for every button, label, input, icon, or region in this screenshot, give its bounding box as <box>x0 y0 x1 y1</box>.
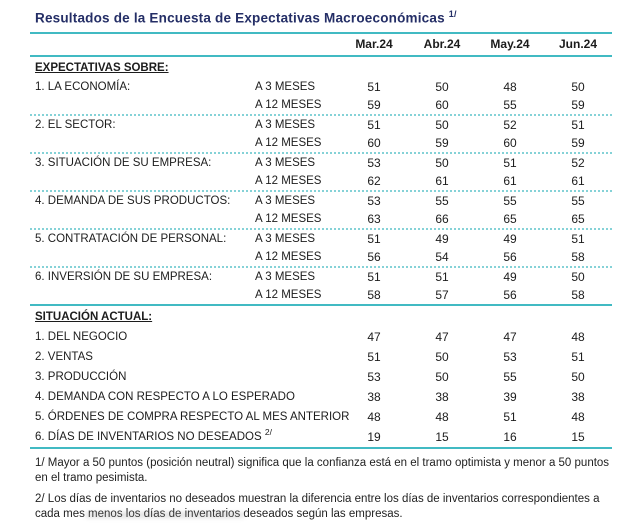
table-row <box>30 230 612 248</box>
value-cell: 66 <box>435 211 449 226</box>
horizon-label: A 12 MESES <box>255 250 322 263</box>
value-cell: 53 <box>367 155 381 170</box>
horizon-label: A 3 MESES <box>255 194 316 207</box>
horizon-label: A 12 MESES <box>255 174 322 187</box>
horizon-label: A 3 MESES <box>255 232 316 245</box>
table-row <box>30 347 612 367</box>
value-cell: 51 <box>367 79 381 94</box>
value-cell: 60 <box>367 135 381 150</box>
value-cell: 19 <box>367 429 381 444</box>
value-cell: 65 <box>503 211 517 226</box>
value-cell: 51 <box>367 231 381 246</box>
value-cell: 63 <box>367 211 381 226</box>
table-row <box>30 327 612 347</box>
value-cell: 50 <box>571 369 585 384</box>
footnote-1-ref: 1/ <box>35 456 45 469</box>
value-cell: 55 <box>503 369 517 384</box>
value-cell: 54 <box>435 249 449 264</box>
value-cell: 61 <box>503 173 517 188</box>
horizon-label: A 3 MESES <box>255 118 316 131</box>
value-cell: 59 <box>435 135 449 150</box>
value-cell: 51 <box>571 117 585 132</box>
value-cell: 50 <box>571 79 585 94</box>
value-cell: 48 <box>571 329 585 344</box>
column-header-abr: Abr.24 <box>423 37 461 51</box>
value-cell: 50 <box>435 117 449 132</box>
value-cell: 55 <box>503 193 517 208</box>
horizon-label: A 3 MESES <box>255 156 316 169</box>
row-label: 2. EL SECTOR: <box>35 118 116 131</box>
value-cell: 47 <box>367 329 381 344</box>
value-cell: 55 <box>503 97 517 112</box>
table-row <box>30 172 612 190</box>
value-cell: 60 <box>503 135 517 150</box>
value-cell: 55 <box>571 193 585 208</box>
value-cell: 51 <box>503 155 517 170</box>
footnotes <box>30 449 612 522</box>
value-cell: 60 <box>435 97 449 112</box>
page-title-text: Resultados de la Encuesta de Expectativas Macroeconómicas <box>35 10 445 26</box>
row-label: 4. DEMANDA CON RESPECTO A LO ESPERADO <box>35 390 295 403</box>
value-cell: 52 <box>503 117 517 132</box>
page-title <box>30 7 612 32</box>
value-cell: 38 <box>367 389 381 404</box>
value-cell: 47 <box>503 329 517 344</box>
value-cell: 55 <box>435 193 449 208</box>
value-cell: 50 <box>435 155 449 170</box>
value-cell: 65 <box>571 211 585 226</box>
value-cell: 59 <box>571 135 585 150</box>
value-cell: 56 <box>367 249 381 264</box>
row-label: 1. DEL NEGOCIO <box>35 330 128 343</box>
value-cell: 51 <box>367 117 381 132</box>
value-cell: 56 <box>503 287 517 302</box>
row-label <box>30 426 340 443</box>
value-cell: 50 <box>435 349 449 364</box>
value-cell: 61 <box>571 173 585 188</box>
value-cell: 61 <box>435 173 449 188</box>
value-cell: 53 <box>503 349 517 364</box>
value-cell: 15 <box>435 429 449 444</box>
value-cell: 47 <box>435 329 449 344</box>
value-cell: 51 <box>571 349 585 364</box>
row-label: 3. PRODUCCIÓN <box>35 370 127 383</box>
value-cell: 56 <box>503 249 517 264</box>
row-footnote-ref: 2/ <box>264 426 272 437</box>
table-row <box>30 427 612 447</box>
value-cell: 53 <box>367 369 381 384</box>
horizon-label: A 3 MESES <box>255 80 316 93</box>
row-label: 5. CONTRATACIÓN DE PERSONAL: <box>35 232 227 245</box>
value-cell: 48 <box>367 409 381 424</box>
value-cell: 49 <box>503 269 517 284</box>
value-cell: 39 <box>503 389 517 404</box>
value-cell: 57 <box>435 287 449 302</box>
column-header-jun: Jun.24 <box>558 37 597 51</box>
table-row <box>30 286 612 304</box>
table-row <box>30 387 612 407</box>
footnote-1 <box>35 456 612 486</box>
row-label: 5. ÓRDENES DE COMPRA RESPECTO AL MES ANTERIOR <box>35 410 350 423</box>
value-cell: 38 <box>435 389 449 404</box>
row-label: 4. DEMANDA DE SUS PRODUCTOS: <box>35 194 231 207</box>
value-cell: 48 <box>435 409 449 424</box>
value-cell: 58 <box>367 287 381 302</box>
footnote-2-ref: 2/ <box>35 492 45 505</box>
value-cell: 51 <box>503 409 517 424</box>
footnote-1-text: Mayor a 50 puntos (posición neutral) significa que la confianza está en el tramo optimista y menor a 50 puntos en el tramo pesimista. <box>35 456 610 484</box>
value-cell: 51 <box>571 231 585 246</box>
section-heading-situacion: SITUACIÓN ACTUAL: <box>35 310 153 323</box>
row-label-text: 6. DÍAS DE INVENTARIOS NO DESEADOS <box>35 430 262 443</box>
table-row <box>30 407 612 427</box>
column-header-may: May.24 <box>490 37 530 51</box>
table-row <box>30 210 612 228</box>
value-cell: 50 <box>435 79 449 94</box>
table-row <box>30 78 612 96</box>
horizon-label: A 12 MESES <box>255 288 322 301</box>
column-header-mar: Mar.24 <box>355 37 393 51</box>
row-label: 6. INVERSIÓN DE SU EMPRESA: <box>35 270 213 283</box>
value-cell: 15 <box>571 429 585 444</box>
value-cell: 49 <box>435 231 449 246</box>
table-row <box>30 116 612 134</box>
value-cell: 16 <box>503 429 517 444</box>
page-crop-artifact <box>85 512 245 518</box>
table-row <box>30 367 612 387</box>
value-cell: 62 <box>367 173 381 188</box>
table-row <box>30 268 612 286</box>
value-cell: 52 <box>571 155 585 170</box>
row-label: 2. VENTAS <box>35 350 93 363</box>
table-row <box>30 248 612 266</box>
table-row <box>30 154 612 172</box>
horizon-label: A 12 MESES <box>255 136 322 149</box>
value-cell: 50 <box>571 269 585 284</box>
table-row <box>30 96 612 114</box>
value-cell: 38 <box>571 389 585 404</box>
title-footnote-ref: 1/ <box>448 9 457 19</box>
value-cell: 59 <box>367 97 381 112</box>
value-cell: 50 <box>435 369 449 384</box>
row-label: 3. SITUACIÓN DE SU EMPRESA: <box>35 156 212 169</box>
value-cell: 59 <box>571 97 585 112</box>
value-cell: 58 <box>571 287 585 302</box>
table-row <box>30 192 612 210</box>
value-cell: 58 <box>571 249 585 264</box>
value-cell: 51 <box>367 269 381 284</box>
horizon-label: A 3 MESES <box>255 270 316 283</box>
table-row <box>30 134 612 152</box>
value-cell: 51 <box>367 349 381 364</box>
section-heading-expectativas: EXPECTATIVAS SOBRE: <box>35 61 169 74</box>
value-cell: 48 <box>503 79 517 94</box>
column-header-row <box>30 34 612 55</box>
footnote-2-text: Los días de inventarios no deseados muestran la diferencia entre los días de inventarios correspondientes a cada mes menos los días de inventarios deseados según las empresas. <box>35 492 600 520</box>
value-cell: 53 <box>367 193 381 208</box>
horizon-label: A 12 MESES <box>255 212 322 225</box>
value-cell: 51 <box>435 269 449 284</box>
row-label: 1. LA ECONOMÍA: <box>35 80 131 93</box>
horizon-label: A 12 MESES <box>255 98 322 111</box>
value-cell: 48 <box>571 409 585 424</box>
value-cell: 49 <box>503 231 517 246</box>
